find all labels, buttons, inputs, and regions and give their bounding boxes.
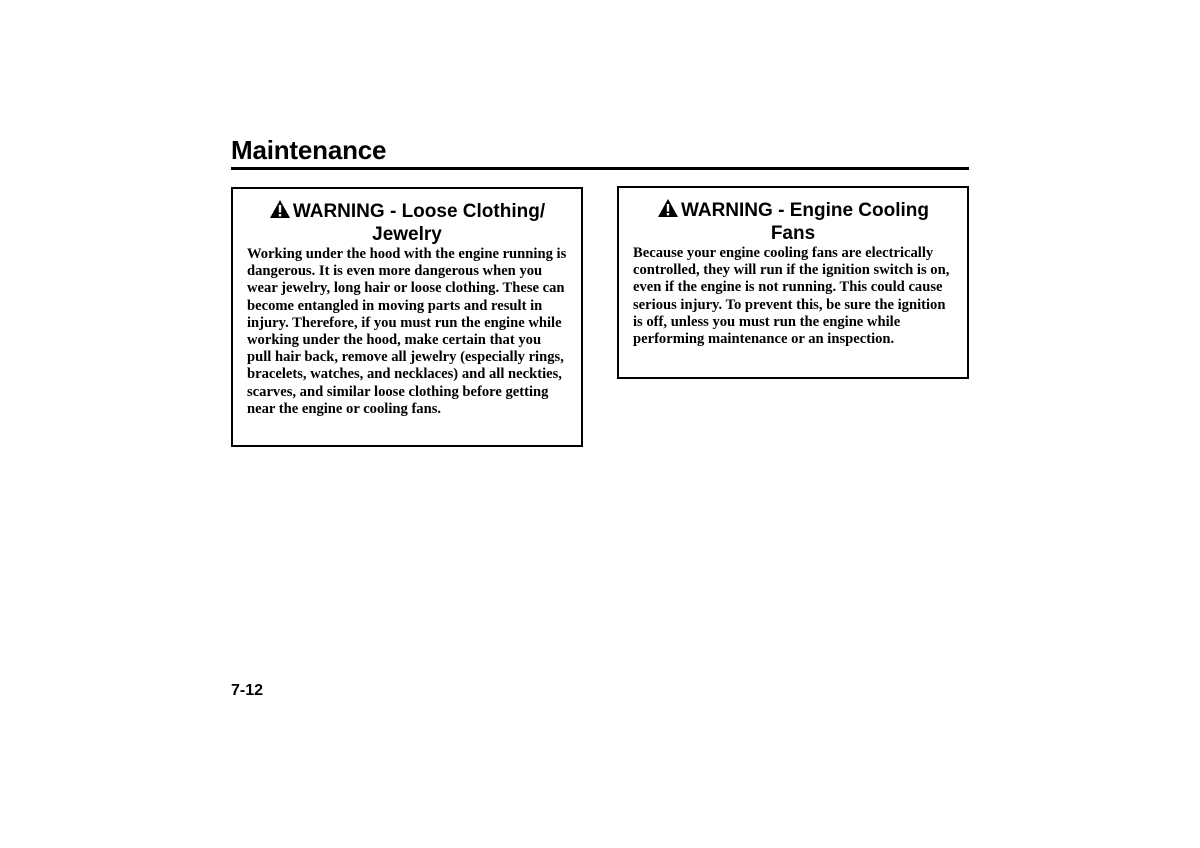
warning-heading [247, 199, 567, 246]
section-title: Maintenance [231, 135, 387, 165]
warning-triangle-icon [657, 198, 679, 218]
page-number: 7-12 [231, 682, 264, 699]
warning-heading [633, 198, 953, 245]
warning-box-loose-clothing [231, 187, 583, 447]
warning-title-line1: WARNING - Loose Clothing/ [292, 201, 546, 222]
warning-body: Because your engine cooling fans are electrically controlled, they will run if the ignition switch is on, even if the engine is not running. This could cause serious injury. To prevent this, be sure the ignition is off, unless you must run the engine while performing maintenance or an inspection. [633, 245, 950, 348]
warning-title-line2: Jewelry [372, 224, 442, 245]
warning-title-line1: WARNING - Engine Cooling [680, 200, 930, 221]
title-rule [231, 167, 969, 170]
warning-title-line2: Fans [770, 223, 816, 244]
warning-body: Working under the hood with the engine running is dangerous. It is even more dangerous when you wear jewelry, long hair or loose clothing. These can become entangled in moving parts and result in injury. Therefore, if you must run the engine while working under the hood, make certain that you pull hair back, remove all jewelry (especially rings, bracelets, watches, and necklaces) and all neckties, scarves, and similar loose clothing before getting near the engine or cooling fans. [247, 246, 567, 417]
warning-box-engine-cooling-fans [617, 186, 969, 379]
warning-triangle-icon [269, 199, 291, 219]
